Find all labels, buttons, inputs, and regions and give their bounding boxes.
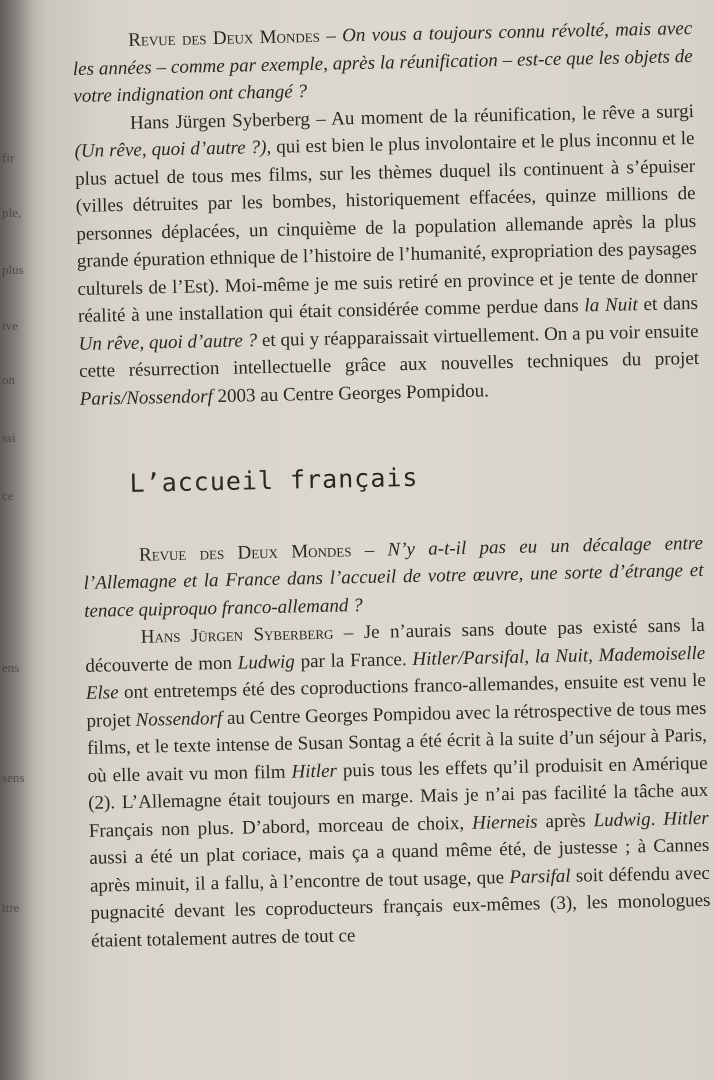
speaker-label: Hans Jürgen Syberberg xyxy=(129,108,311,134)
gutter-fragment: on xyxy=(2,372,15,387)
gutter-fragment: ens xyxy=(2,660,20,675)
dash: – xyxy=(319,25,343,47)
answer-text: 2003 au Centre Georges Pompidou. xyxy=(212,379,490,407)
answer-text: soit défendu avec pugnacité devant les coproducteurs français eux-mêmes (3), les monologues étaient totalement autres de tout ce xyxy=(90,862,711,952)
answer-text: et dans xyxy=(637,292,699,316)
facing-page-edge xyxy=(0,0,32,1080)
answer-text: – Je n’aurais sans doute pas existé sans la découverte de mon xyxy=(85,614,705,677)
speaker-label: Revue des Deux Mondes xyxy=(138,539,352,566)
gutter-fragment: ssi xyxy=(2,430,16,445)
answer-text: et qui y réapparaissait virtuellement. On a pu voir ensuite cette résurrection intellectuelle grâce aux nouvelles techniques du projet xyxy=(78,320,700,382)
answer-paragraph-2 xyxy=(85,612,712,955)
film-title: Un rêve, quoi d’autre ? xyxy=(78,329,258,355)
answer-text: au Centre Georges Pompidou avec la rétrospective de tous mes films, et le texte intense de Susan Sontag a été écrit à la suite d’un séjour à Paris, où elle avait vu mon film xyxy=(86,697,708,787)
gutter-fragment: itre xyxy=(2,900,20,915)
film-title: Ludwig xyxy=(237,650,296,674)
gutter-fragment: fir xyxy=(2,150,15,165)
gutter-fragment: ce xyxy=(2,488,14,503)
section-heading: L’accueil français xyxy=(129,462,419,498)
answer-text: – Au moment de la réunification, le rêve a surgi xyxy=(309,100,695,130)
film-title: la Nuit xyxy=(584,294,638,317)
answer-text: aussi a été un plat coriace, mais ça a quand même été, de justesse ; à Cannes après minuit, il a fallu, à l’encontre de tout usage, que xyxy=(89,834,710,897)
film-title: (Un rêve, quoi d’autre ?) xyxy=(74,136,267,162)
page-text xyxy=(72,15,711,955)
gutter-fragment: ple, xyxy=(2,205,22,220)
film-title: Hitler xyxy=(291,760,338,783)
gutter-fragment: plus xyxy=(2,262,24,277)
answer-text: ont entretemps été des coproductions franco-allemandes, ensuite est venu le projet xyxy=(86,669,707,732)
film-title: Hitler xyxy=(663,807,709,830)
film-title: Hitler/Parsifal, la Nuit, Mademoiselle Else xyxy=(85,642,706,704)
answer-text: par la France. xyxy=(294,648,413,672)
question-paragraph-1 xyxy=(72,15,694,110)
speaker-label: Hans Jürgen Syberberg xyxy=(140,622,334,648)
answer-text: puis tous les effets qu’il produisit en Amérique (2). L’Allemagne était toujours en marge. Mais je n’ai pas facilité la tâche aux Français non plus. D’abord, morceau de choix, xyxy=(88,752,709,842)
question-text: On vous a toujours connu révolté, mais avec les années – comme par exemple, après la réunification – est-ce que les objets de votre indignation ont changé ? xyxy=(72,18,693,107)
project-title: Paris/Nossendorf xyxy=(79,385,213,410)
film-title: Hierneis xyxy=(471,810,538,834)
answer-paragraph-1 xyxy=(74,97,700,412)
gutter-fragment: ive xyxy=(2,318,18,333)
project-title: Nossendorf xyxy=(135,707,223,731)
gutter-fragment: sens xyxy=(2,770,25,785)
answer-text: . xyxy=(650,808,664,830)
answer-text: après xyxy=(537,809,594,832)
answer-text: , qui est bien le plus involontaire et le plus inconnu et le plus actuel de tous mes films, sur les thèmes duquel ils continuent à s’épuiser (villes détruites par les bombes, historiquement effacées, quinze millions de personnes déplacées, un cinquième de la population allemande après la plus grande épuration ethnique de l’histoire de l’humanité, expropriation des paysages culturels de l’Est). Moi-même je me suis retiré en province et je tente de donner réalité à une installation qui était considérée comme perdue dans xyxy=(74,127,698,327)
question-paragraph-2 xyxy=(83,529,705,624)
film-title: Ludwig xyxy=(593,808,651,831)
speaker-label: Revue des Deux Mondes xyxy=(128,25,321,51)
film-title: Parsifal xyxy=(509,865,571,888)
dash: – xyxy=(351,539,388,561)
question-text: N’y a-t-il pas eu un décalage entre l’Allemagne et la France dans l’accueil de votre œuvre, une sorte d’étrange et tenace quiproquo franco-allemand ? xyxy=(83,532,704,622)
